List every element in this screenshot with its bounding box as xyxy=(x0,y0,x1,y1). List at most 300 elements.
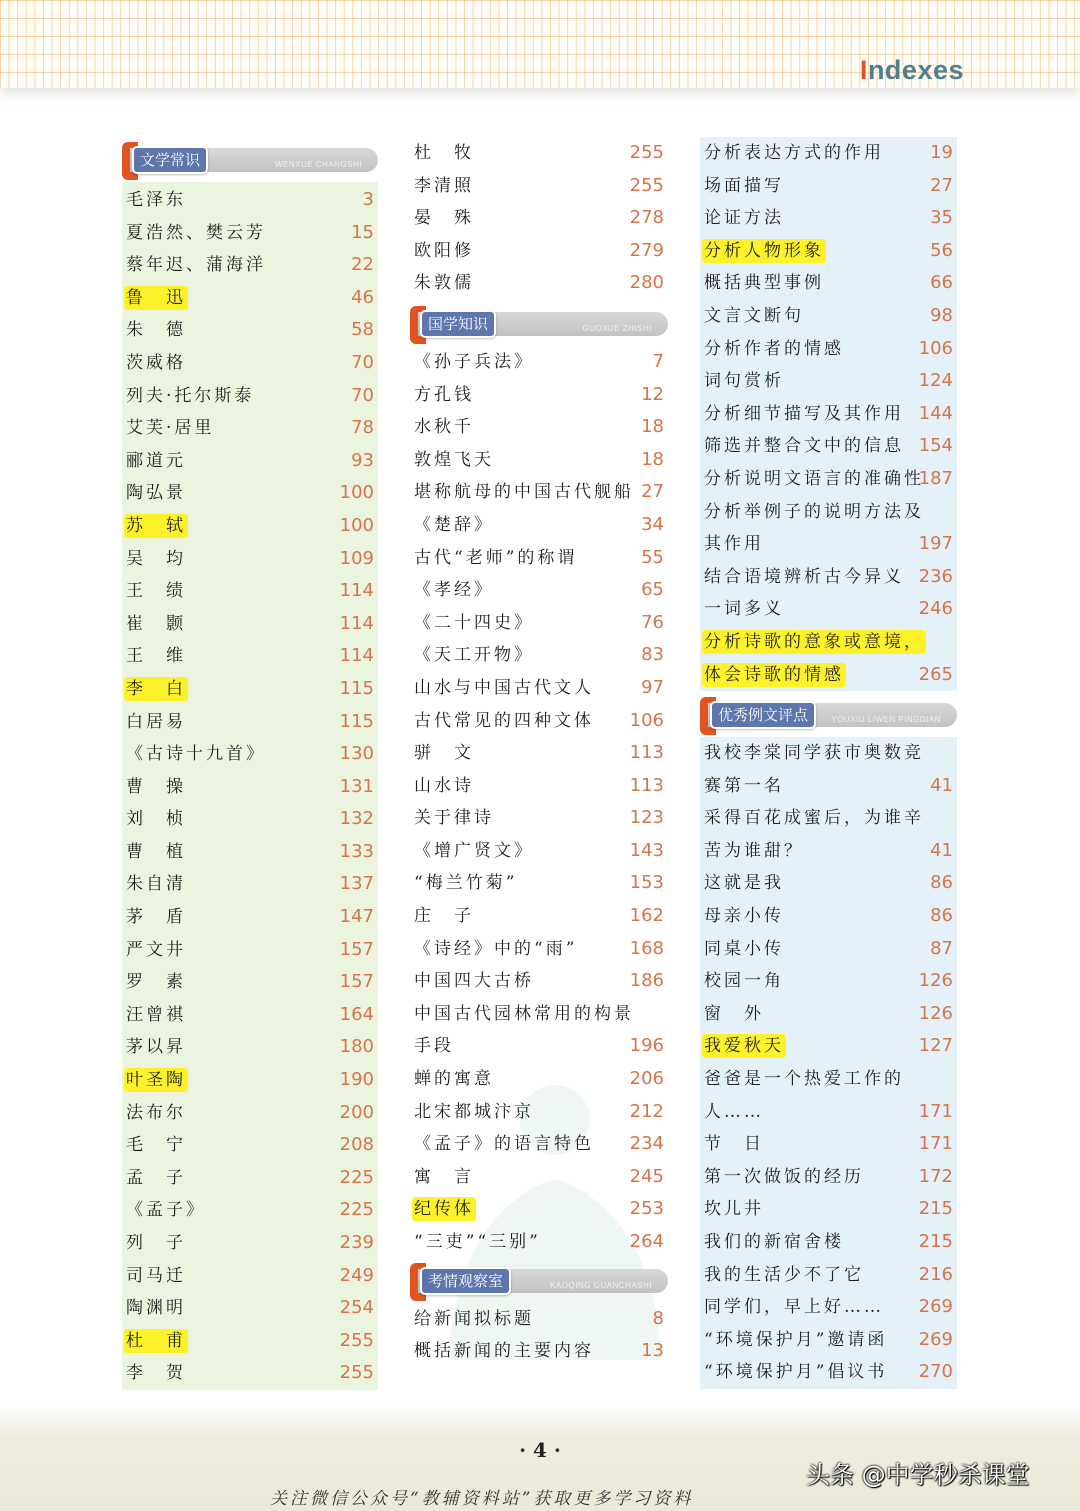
entry-title: 我爱秋天 xyxy=(704,1036,784,1057)
entry-page-number: 162 xyxy=(629,905,664,927)
entry-page-number: 124 xyxy=(918,370,953,392)
entry-page-number: 234 xyxy=(629,1133,664,1155)
entry-title: 朱自清 xyxy=(126,874,186,895)
entry-title: 窗 外 xyxy=(704,1003,764,1024)
index-entry[interactable] xyxy=(122,868,378,901)
entry-page-number: 86 xyxy=(930,905,953,927)
index-entry[interactable] xyxy=(122,1162,378,1195)
entry-title: 体会诗歌的情感 xyxy=(704,664,844,685)
entry-page-number: 58 xyxy=(351,319,374,341)
index-entry[interactable] xyxy=(122,738,378,771)
index-entry[interactable] xyxy=(700,659,957,692)
index-entry[interactable] xyxy=(410,867,668,900)
entry-title: 晏 殊 xyxy=(414,208,474,229)
index-entry[interactable] xyxy=(700,1259,957,1292)
entry-page-number: 190 xyxy=(339,1069,374,1091)
index-entry[interactable] xyxy=(410,1193,668,1226)
entry-page-number: 255 xyxy=(629,174,664,196)
entry-page-number: 253 xyxy=(629,1198,664,1220)
index-entry[interactable] xyxy=(700,1324,957,1357)
entry-page-number: 98 xyxy=(930,304,953,326)
entry-page-number: 22 xyxy=(351,254,374,276)
entry-title: 《二十四史》 xyxy=(414,612,534,633)
entry-page-number: 126 xyxy=(918,970,953,992)
entry-title: 第一次做饭的经历 xyxy=(704,1166,864,1187)
entry-title: 《诗经》中的“雨” xyxy=(414,938,578,959)
index-entry[interactable] xyxy=(122,575,378,608)
index-entry[interactable] xyxy=(700,770,957,803)
index-entry[interactable] xyxy=(700,802,957,835)
section-header-kaoqing xyxy=(410,1261,668,1303)
index-entry[interactable] xyxy=(122,1357,378,1390)
index-entry[interactable] xyxy=(700,202,957,235)
section-header-youxiu xyxy=(700,695,957,737)
index-entry[interactable] xyxy=(410,705,668,738)
index-entry[interactable] xyxy=(122,1129,378,1162)
entry-page-number: 265 xyxy=(918,663,953,685)
entry-title: 概括典型事例 xyxy=(704,273,824,294)
entry-page-number: 171 xyxy=(918,1133,953,1155)
index-entry[interactable] xyxy=(122,249,378,282)
index-entry[interactable] xyxy=(122,901,378,934)
entry-page-number: 18 xyxy=(641,416,664,438)
index-entry[interactable] xyxy=(410,476,668,509)
entry-page-number: 245 xyxy=(629,1165,664,1187)
entry-title: 苦为谁甜？ xyxy=(704,840,804,861)
entry-page-number: 255 xyxy=(339,1329,374,1351)
index-entry[interactable] xyxy=(410,542,668,575)
index-entry[interactable] xyxy=(700,561,957,594)
index-entry[interactable] xyxy=(700,900,957,933)
entry-title: 分析细节描写及其作用 xyxy=(704,403,904,424)
entry-page-number: 279 xyxy=(629,239,664,261)
entry-title: 同桌小传 xyxy=(704,938,784,959)
index-entry[interactable] xyxy=(700,300,957,333)
index-entry[interactable] xyxy=(122,1097,378,1130)
index-entry[interactable] xyxy=(410,235,668,268)
entry-page-number: 97 xyxy=(641,676,664,698)
entry-page-number: 65 xyxy=(641,579,664,601)
index-entry[interactable] xyxy=(122,1064,378,1097)
index-entry[interactable] xyxy=(122,282,378,315)
index-entry[interactable] xyxy=(410,509,668,542)
entry-page-number: 147 xyxy=(339,906,374,928)
entry-title: 骈 文 xyxy=(414,743,474,764)
index-entry[interactable] xyxy=(122,673,378,706)
entry-title: 我们的新宿舍楼 xyxy=(704,1232,844,1252)
toutiao-watermark: 头条 @中学秒杀课堂 xyxy=(806,1461,1030,1489)
entry-page-number: 172 xyxy=(918,1165,953,1187)
entry-page-number: 41 xyxy=(930,839,953,861)
index-entry[interactable] xyxy=(410,965,668,998)
entry-page-number: 280 xyxy=(629,272,664,294)
index-entry[interactable] xyxy=(700,1161,957,1194)
entry-title: 《孙子兵法》 xyxy=(414,351,534,372)
entry-page-number: 157 xyxy=(339,938,374,960)
index-entry[interactable] xyxy=(122,934,378,967)
entry-title: 其作用 xyxy=(704,534,764,555)
entry-page-number: 208 xyxy=(339,1134,374,1156)
entry-title: 采得百花成蜜后，为谁辛 xyxy=(704,808,924,829)
entry-page-number: 100 xyxy=(339,482,374,504)
index-entry[interactable] xyxy=(700,965,957,998)
column-2 xyxy=(410,140,668,1368)
index-entry[interactable] xyxy=(410,900,668,933)
entry-page-number: 171 xyxy=(918,1100,953,1122)
entry-title: 我的生活少不了它 xyxy=(704,1264,864,1285)
entry-title: “环境保护月”倡议书 xyxy=(704,1362,888,1383)
index-entry[interactable] xyxy=(700,430,957,463)
entry-title: “环境保护月”邀请函 xyxy=(704,1329,888,1350)
entry-title: 中国古代园林常用的构景 xyxy=(414,1003,634,1024)
entry-page-number: 13 xyxy=(641,1340,664,1362)
index-entry[interactable] xyxy=(700,1030,957,1063)
index-entry[interactable] xyxy=(700,365,957,398)
index-entry[interactable] xyxy=(410,170,668,203)
entry-title: 杜 牧 xyxy=(414,143,474,163)
index-entry[interactable] xyxy=(700,1291,957,1324)
entry-title: 《孟子》的语言特色 xyxy=(414,1134,594,1155)
index-entry[interactable] xyxy=(122,999,378,1032)
entry-title: 李清照 xyxy=(414,175,474,196)
entry-title: 夏浩然、樊云芳 xyxy=(126,222,266,243)
entry-title: 鲁 迅 xyxy=(126,287,186,308)
index-entry[interactable] xyxy=(700,737,957,770)
entry-page-number: 114 xyxy=(339,612,374,634)
entry-page-number: 86 xyxy=(930,872,953,894)
entry-page-number: 100 xyxy=(339,514,374,536)
index-entry[interactable] xyxy=(410,346,668,379)
index-entry[interactable] xyxy=(122,608,378,641)
index-entry[interactable] xyxy=(700,998,957,1031)
entry-list-youxiu xyxy=(700,737,957,1389)
index-entry[interactable] xyxy=(122,314,378,347)
entry-page-number: 264 xyxy=(629,1231,664,1252)
entry-title: 陶弘景 xyxy=(126,483,186,504)
entry-title: 堪称航母的中国古代舰船 xyxy=(414,482,634,503)
entry-page-number: 109 xyxy=(339,547,374,569)
index-entry[interactable] xyxy=(122,510,378,543)
index-entry[interactable] xyxy=(122,184,378,217)
entry-title: 古代常见的四种文体 xyxy=(414,710,594,731)
entry-page-number: 143 xyxy=(629,839,664,861)
index-entry[interactable] xyxy=(122,803,378,836)
entry-title: 孟 子 xyxy=(126,1167,186,1188)
entry-title: 茅以昇 xyxy=(126,1037,186,1058)
index-entry[interactable] xyxy=(410,639,668,672)
section-label: 国学知识 xyxy=(420,310,496,338)
entry-page-number: 46 xyxy=(351,286,374,308)
entry-title: 《孝经》 xyxy=(414,580,494,601)
section-label: 考情观察室 xyxy=(420,1267,511,1295)
index-entry[interactable] xyxy=(410,802,668,835)
entry-title: 手段 xyxy=(414,1036,454,1057)
entry-page-number: 123 xyxy=(629,807,664,829)
entry-page-number: 113 xyxy=(629,774,664,796)
entry-page-number: 56 xyxy=(930,239,953,261)
entry-page-number: 106 xyxy=(918,337,953,359)
index-entry[interactable] xyxy=(122,1260,378,1293)
entry-page-number: 76 xyxy=(641,611,664,633)
entry-page-number: 35 xyxy=(930,207,953,229)
entry-page-number: 133 xyxy=(339,840,374,862)
entry-page-number: 132 xyxy=(339,808,374,830)
index-entry[interactable] xyxy=(700,1128,957,1161)
entry-page-number: 78 xyxy=(351,417,374,439)
entry-page-number: 254 xyxy=(339,1297,374,1319)
entry-title: 王 维 xyxy=(126,646,186,667)
index-entry[interactable] xyxy=(122,445,378,478)
index-entry[interactable] xyxy=(410,933,668,966)
index-entry[interactable] xyxy=(122,412,378,445)
entry-page-number: 255 xyxy=(339,1362,374,1384)
entry-title: 人…… xyxy=(704,1101,764,1122)
index-entry[interactable] xyxy=(700,1063,957,1096)
entry-list-kaoqing xyxy=(410,1303,668,1368)
index-entry[interactable] xyxy=(410,379,668,412)
entry-title: 赛第一名 xyxy=(704,775,784,796)
entry-title: 《古诗十九首》 xyxy=(126,744,266,765)
section-label: 优秀例文评点 xyxy=(710,701,816,729)
index-entry[interactable] xyxy=(122,1292,378,1325)
index-entry[interactable] xyxy=(700,496,957,529)
entry-title: 论证方法 xyxy=(704,208,784,229)
entry-title: 蔡年迟、蒲海洋 xyxy=(126,255,266,276)
index-entry[interactable] xyxy=(122,706,378,739)
entry-page-number: 137 xyxy=(339,873,374,895)
index-entry[interactable] xyxy=(410,998,668,1031)
index-entry[interactable] xyxy=(122,1227,378,1260)
index-entry[interactable] xyxy=(700,1096,957,1129)
index-entry[interactable] xyxy=(122,380,378,413)
entry-page-number: 7 xyxy=(652,350,664,372)
entry-page-number: 168 xyxy=(629,937,664,959)
entry-title: 叶圣陶 xyxy=(126,1070,186,1091)
index-entry[interactable] xyxy=(122,477,378,510)
entry-page-number: 126 xyxy=(918,1002,953,1024)
page-title xyxy=(860,55,964,86)
entry-title: 朱 德 xyxy=(126,320,186,341)
index-entry[interactable] xyxy=(410,444,668,477)
entry-title: 分析作者的情感 xyxy=(704,338,844,359)
column-1 xyxy=(122,140,378,1390)
page-number: · 4 · xyxy=(519,1438,561,1462)
entry-page-number: 55 xyxy=(641,546,664,568)
entry-title: 北宋都城汴京 xyxy=(414,1101,534,1122)
index-entry[interactable] xyxy=(410,1063,668,1096)
entry-page-number: 216 xyxy=(918,1263,953,1285)
entry-title: 苏 轼 xyxy=(126,515,186,536)
entry-title: 列 子 xyxy=(126,1233,186,1253)
entry-title: 古代“老师”的称谓 xyxy=(414,547,578,568)
entry-title: 坎儿井 xyxy=(704,1199,764,1220)
entry-page-number: 8 xyxy=(652,1307,664,1329)
entry-list-wenxue xyxy=(122,182,378,1390)
entry-title: 爸爸是一个热爱工作的 xyxy=(704,1069,904,1090)
index-entry[interactable] xyxy=(700,398,957,431)
entry-page-number: 12 xyxy=(641,383,664,405)
entry-page-number: 236 xyxy=(918,565,953,587)
entry-title: 文言文断句 xyxy=(704,305,804,326)
entry-page-number: 18 xyxy=(641,448,664,470)
entry-title: 王 绩 xyxy=(126,581,186,602)
entry-title: 水秋千 xyxy=(414,417,474,438)
index-entry[interactable] xyxy=(700,137,957,170)
entry-page-number: 87 xyxy=(930,937,953,959)
index-entry[interactable] xyxy=(122,1194,378,1227)
entry-title: 吴 均 xyxy=(126,548,186,569)
index-entry[interactable] xyxy=(410,411,668,444)
index-entry[interactable] xyxy=(122,836,378,869)
entry-page-number: 225 xyxy=(339,1166,374,1188)
entry-list-kaoqing-continued xyxy=(700,137,957,691)
entry-page-number: 206 xyxy=(629,1068,664,1090)
entry-title: 分析诗歌的意象或意境， xyxy=(704,631,924,652)
entry-page-number: 41 xyxy=(930,774,953,796)
entry-page-number: 154 xyxy=(918,435,953,457)
index-entry[interactable] xyxy=(410,1128,668,1161)
entry-page-number: 249 xyxy=(339,1264,374,1286)
entry-title: 分析说明文语言的准确性 xyxy=(704,468,924,489)
section-pinyin: KAOQING GUANCHASHI xyxy=(550,1280,652,1290)
entry-title: 欧阳修 xyxy=(414,240,474,261)
section-header-wenxue xyxy=(122,140,378,182)
index-entry[interactable] xyxy=(122,347,378,380)
index-entry[interactable] xyxy=(410,672,668,705)
entry-page-number: 130 xyxy=(339,743,374,765)
title-first-letter: I xyxy=(859,55,868,85)
index-entry[interactable] xyxy=(700,1356,957,1389)
entry-title: 蝉的寓意 xyxy=(414,1069,494,1090)
entry-list-wenxue-continued xyxy=(410,137,668,300)
entry-title: 纪传体 xyxy=(414,1199,474,1220)
grid-paper-header xyxy=(0,0,1080,88)
entry-title: 节 日 xyxy=(704,1134,764,1155)
index-entry[interactable] xyxy=(700,170,957,203)
section-pinyin: YOUXIU LIWEN PINGDIAN xyxy=(831,715,941,725)
index-entry[interactable] xyxy=(700,1226,957,1259)
index-entry[interactable] xyxy=(410,202,668,235)
entry-page-number: 186 xyxy=(629,970,664,992)
index-entry[interactable] xyxy=(410,1226,668,1259)
entry-title: 严文井 xyxy=(126,939,186,960)
index-entry[interactable] xyxy=(410,574,668,607)
entry-title: 汪曾祺 xyxy=(126,1004,186,1025)
index-entry[interactable] xyxy=(410,737,668,770)
entry-title: 《增广贤文》 xyxy=(414,840,534,861)
index-entry[interactable] xyxy=(410,607,668,640)
entry-page-number: 144 xyxy=(918,402,953,424)
index-entry[interactable] xyxy=(122,966,378,999)
index-entry[interactable] xyxy=(700,463,957,496)
entry-page-number: 215 xyxy=(918,1198,953,1220)
index-entry[interactable] xyxy=(410,770,668,803)
index-entry[interactable] xyxy=(700,1193,957,1226)
entry-title: 中国四大古桥 xyxy=(414,971,534,992)
entry-title: 白居易 xyxy=(126,711,186,732)
entry-page-number: 153 xyxy=(629,872,664,894)
entry-page-number: 270 xyxy=(918,1361,953,1383)
section-header-guoxue xyxy=(410,304,668,346)
index-entry[interactable] xyxy=(410,1030,668,1063)
entry-page-number: 115 xyxy=(339,677,374,699)
entry-page-number: 157 xyxy=(339,971,374,993)
index-entry[interactable] xyxy=(700,626,957,659)
index-entry[interactable] xyxy=(410,1335,668,1368)
entry-page-number: 164 xyxy=(339,1003,374,1025)
index-entry[interactable] xyxy=(410,1303,668,1336)
index-entry[interactable] xyxy=(700,933,957,966)
column-3 xyxy=(700,140,957,1389)
entry-title: 陶渊明 xyxy=(126,1298,186,1319)
entry-page-number: 131 xyxy=(339,775,374,797)
entry-title: 分析人物形象 xyxy=(704,240,824,261)
entry-page-number: 225 xyxy=(339,1199,374,1221)
index-entry[interactable] xyxy=(700,235,957,268)
index-entry[interactable] xyxy=(410,137,668,170)
index-entry[interactable] xyxy=(700,867,957,900)
index-entry[interactable] xyxy=(410,835,668,868)
entry-title: 结合语境辨析古今异义 xyxy=(704,566,904,587)
entry-title: “梅兰竹菊” xyxy=(414,873,518,894)
index-entry[interactable] xyxy=(410,1161,668,1194)
index-entry[interactable] xyxy=(700,333,957,366)
entry-page-number: 127 xyxy=(918,1035,953,1057)
entry-title: 给新闻拟标题 xyxy=(414,1308,534,1329)
entry-page-number: 113 xyxy=(629,742,664,764)
entry-page-number: 114 xyxy=(339,580,374,602)
entry-page-number: 246 xyxy=(918,598,953,620)
entry-title: 列夫·托尔斯泰 xyxy=(126,385,255,406)
entry-page-number: 27 xyxy=(641,481,664,503)
entry-page-number: 269 xyxy=(918,1328,953,1350)
entry-page-number: 115 xyxy=(339,710,374,732)
index-entry[interactable] xyxy=(700,835,957,868)
entry-title: 一词多义 xyxy=(704,599,784,620)
entry-title: 山水与中国古代文人 xyxy=(414,677,594,698)
index-entry[interactable] xyxy=(410,1096,668,1129)
entry-title: 筛选并整合文中的信息 xyxy=(704,436,904,457)
entry-title: 概括新闻的主要内容 xyxy=(414,1341,594,1362)
title-rest: ndexes xyxy=(867,55,964,85)
entry-page-number: 114 xyxy=(339,645,374,667)
index-entry[interactable] xyxy=(700,267,957,300)
entry-title: 毛 宁 xyxy=(126,1135,186,1156)
entry-title: 法布尔 xyxy=(126,1102,186,1123)
entry-title: 方孔钱 xyxy=(414,384,474,405)
entry-page-number: 19 xyxy=(930,142,953,163)
entry-title: 校园一角 xyxy=(704,971,784,992)
entry-page-number: 34 xyxy=(641,513,664,535)
entry-page-number: 180 xyxy=(339,1036,374,1058)
index-entry[interactable] xyxy=(700,593,957,626)
entry-list-guoxue xyxy=(410,346,668,1259)
entry-title: 刘 桢 xyxy=(126,809,186,830)
index-entry[interactable] xyxy=(122,1031,378,1064)
index-entry[interactable] xyxy=(122,1325,378,1358)
entry-page-number: 196 xyxy=(629,1035,664,1057)
entry-page-number: 215 xyxy=(918,1231,953,1252)
entry-title: 词句赏析 xyxy=(704,371,784,392)
index-entry[interactable] xyxy=(122,543,378,576)
entry-page-number: 83 xyxy=(641,644,664,666)
index-entry[interactable] xyxy=(700,528,957,561)
index-entry[interactable] xyxy=(122,640,378,673)
entry-title: 曹 植 xyxy=(126,841,186,862)
index-entry[interactable] xyxy=(410,267,668,300)
index-entry[interactable] xyxy=(122,217,378,250)
index-entry[interactable] xyxy=(122,771,378,804)
